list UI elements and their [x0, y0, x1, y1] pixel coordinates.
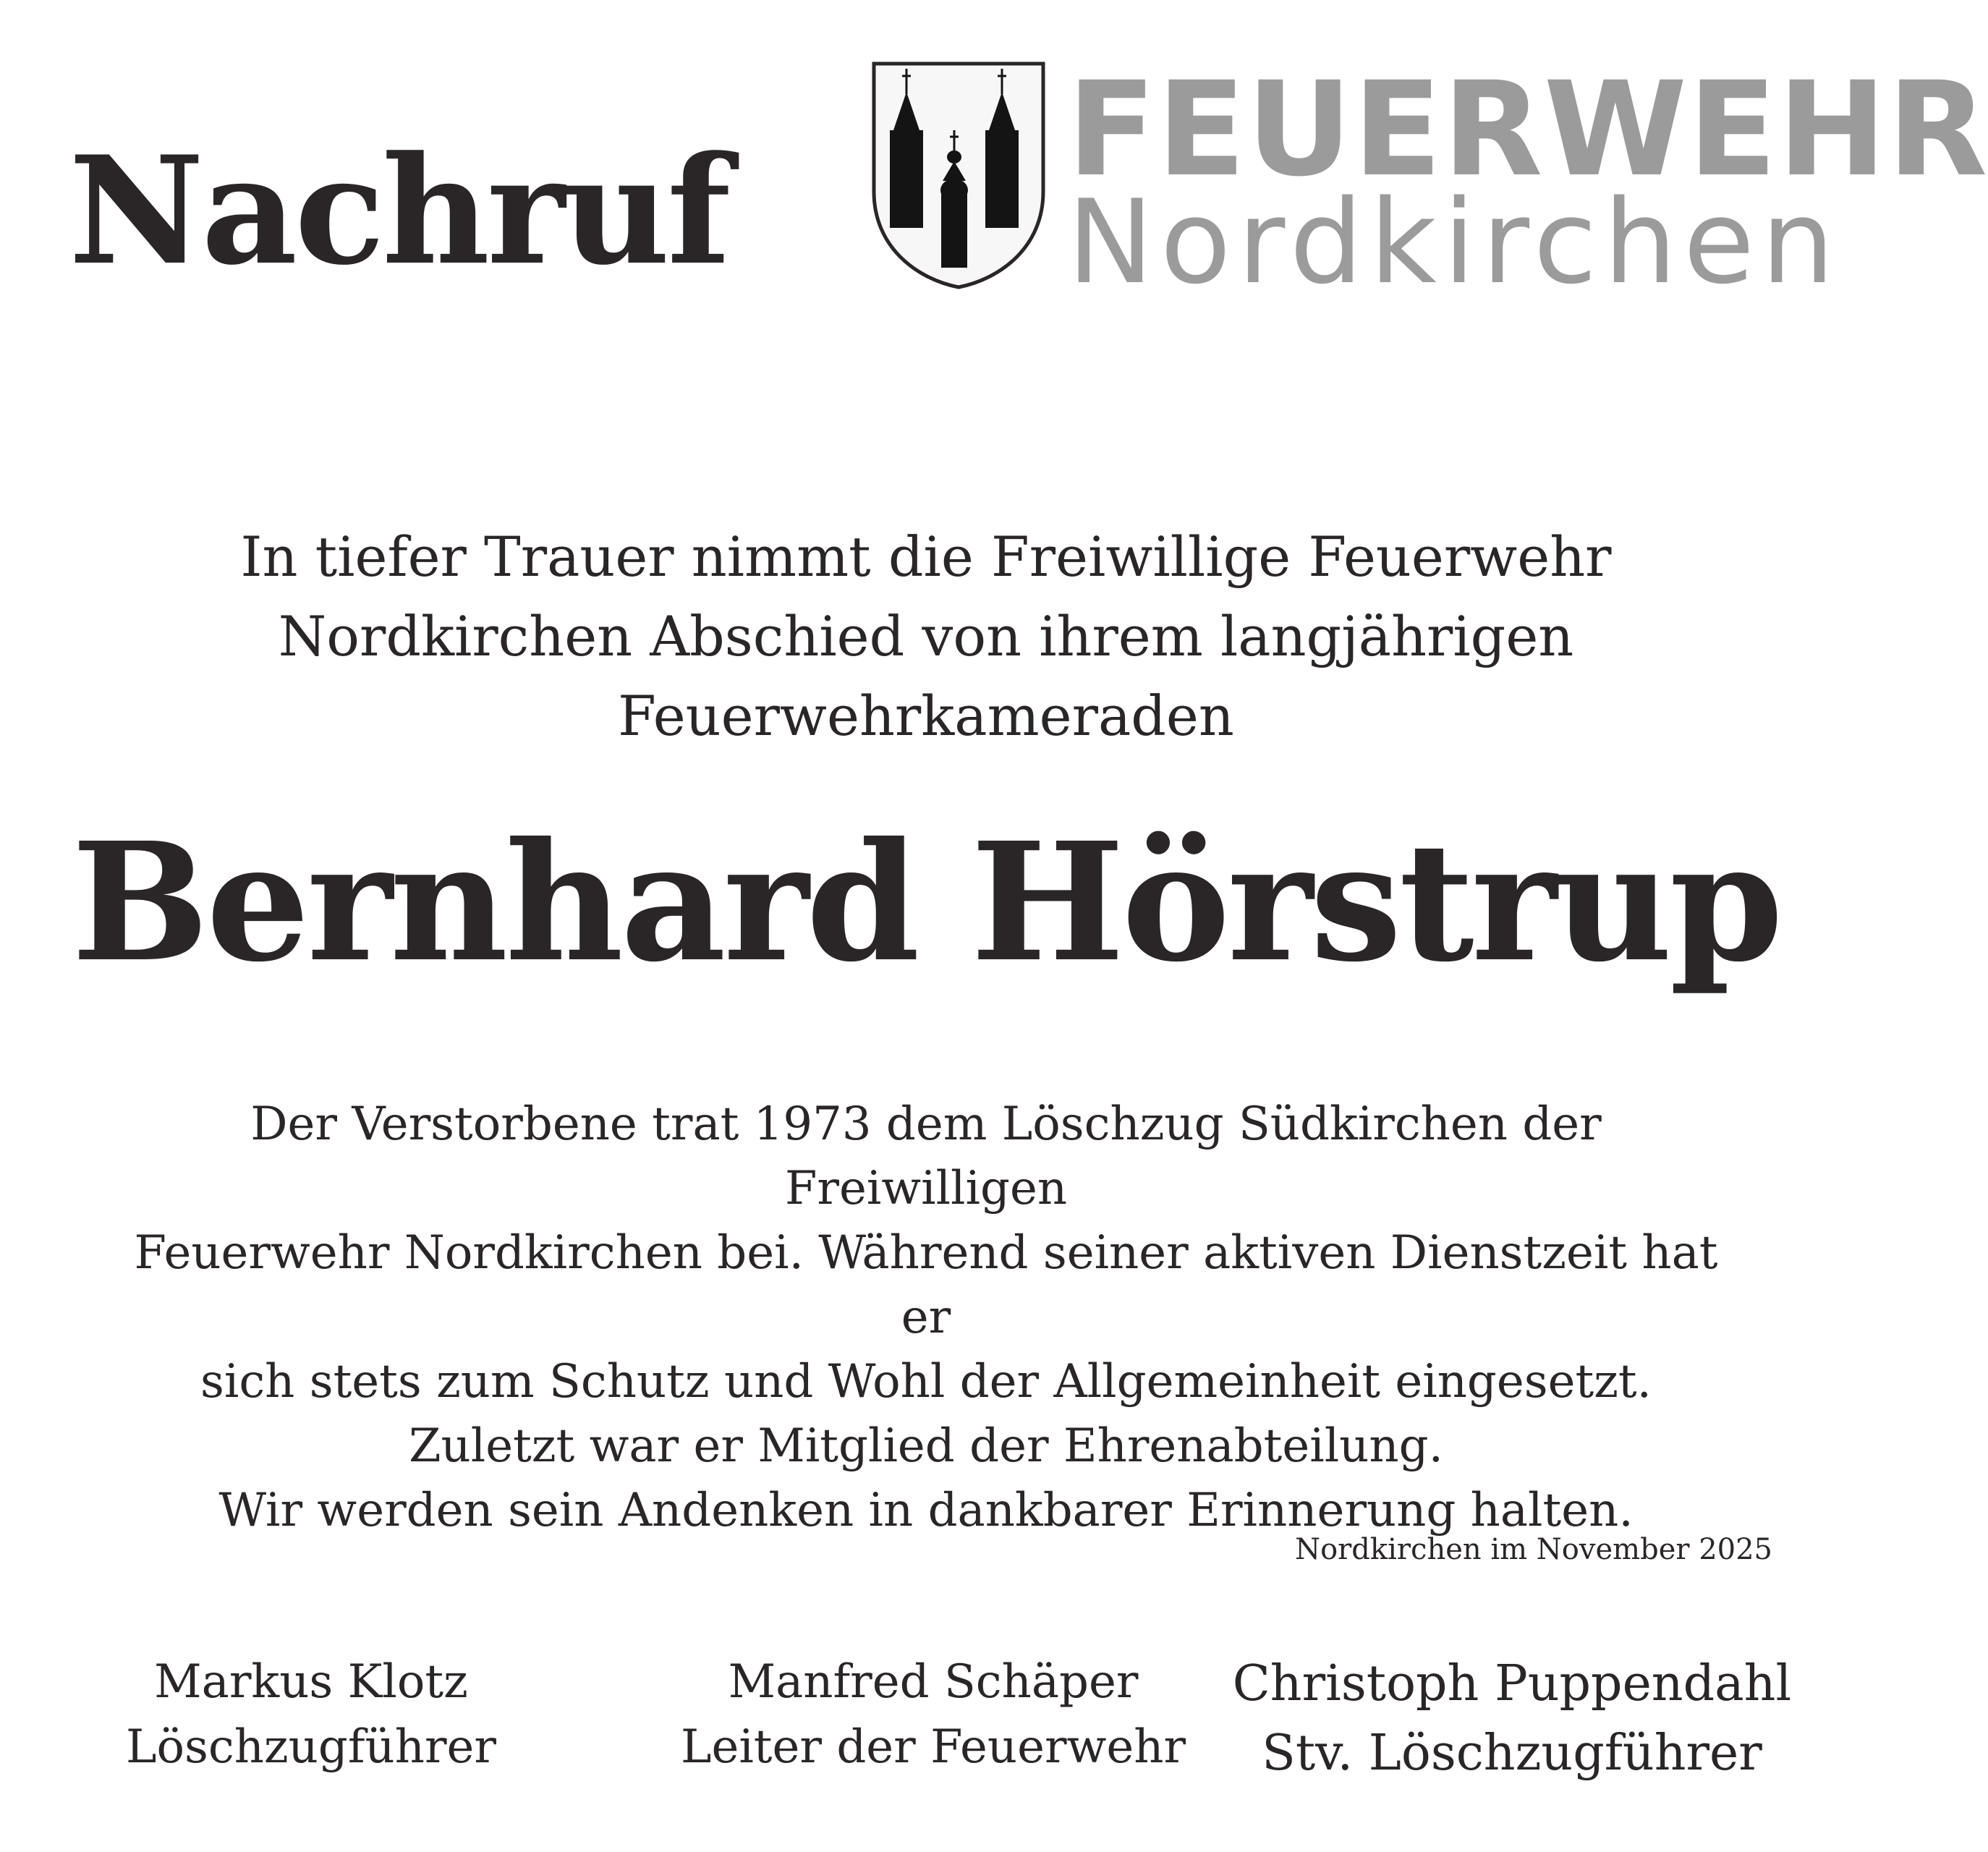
deceased-name: Bernhard Hörstrup [71, 807, 1781, 998]
signatory-title: Leiter der Feuerwehr [680, 1720, 1186, 1774]
signatory [680, 1649, 1186, 1780]
signatory-name: Markus Klotz [154, 1655, 468, 1709]
signatory [1223, 1649, 1801, 1788]
obituary-line: sich stets zum Schutz und Wohl der Allgemeinheit eingesetzt. [200, 1355, 1652, 1409]
signatory-name: Manfred Schäper [728, 1655, 1139, 1709]
signatory-title: Löschzugführer [125, 1720, 497, 1774]
feuerwehr-logo [872, 54, 1988, 310]
signatory-name: Christoph Puppendahl [1232, 1655, 1792, 1712]
obituary-line: Wir werden sein Andenken in dankbarer Erinnerung halten. [218, 1484, 1634, 1537]
obituary-text [109, 1092, 1743, 1543]
intro-line: In tiefer Trauer nimmt die Freiwillige Feuerwehr [240, 524, 1612, 589]
intro-line: Feuerwehrkameraden [618, 684, 1234, 748]
place-date: Nordkirchen im November 2025 [1295, 1533, 1772, 1566]
signatory [94, 1649, 528, 1780]
obituary-line: Zuletzt war er Mitglied der Ehrenabteilung. [409, 1419, 1443, 1473]
obituary-line: Feuerwehr Nordkirchen bei. Während seiner aktiven Dienstzeit hat er [134, 1226, 1718, 1344]
intro-text [130, 517, 1722, 756]
page-title: Nachruf [69, 124, 728, 298]
logo-title: FEUERWEHR [1067, 54, 1988, 205]
coat-of-arms-icon [872, 61, 1045, 289]
logo-subtitle: Nordkirchen [1067, 174, 1841, 310]
signatory-title: Stv. Löschzugführer [1262, 1725, 1762, 1782]
intro-line: Nordkirchen Abschied von ihrem langjährigen [278, 604, 1574, 668]
obituary-line: Der Verstorbene trat 1973 dem Löschzug Südkirchen der Freiwilligen [250, 1097, 1602, 1215]
